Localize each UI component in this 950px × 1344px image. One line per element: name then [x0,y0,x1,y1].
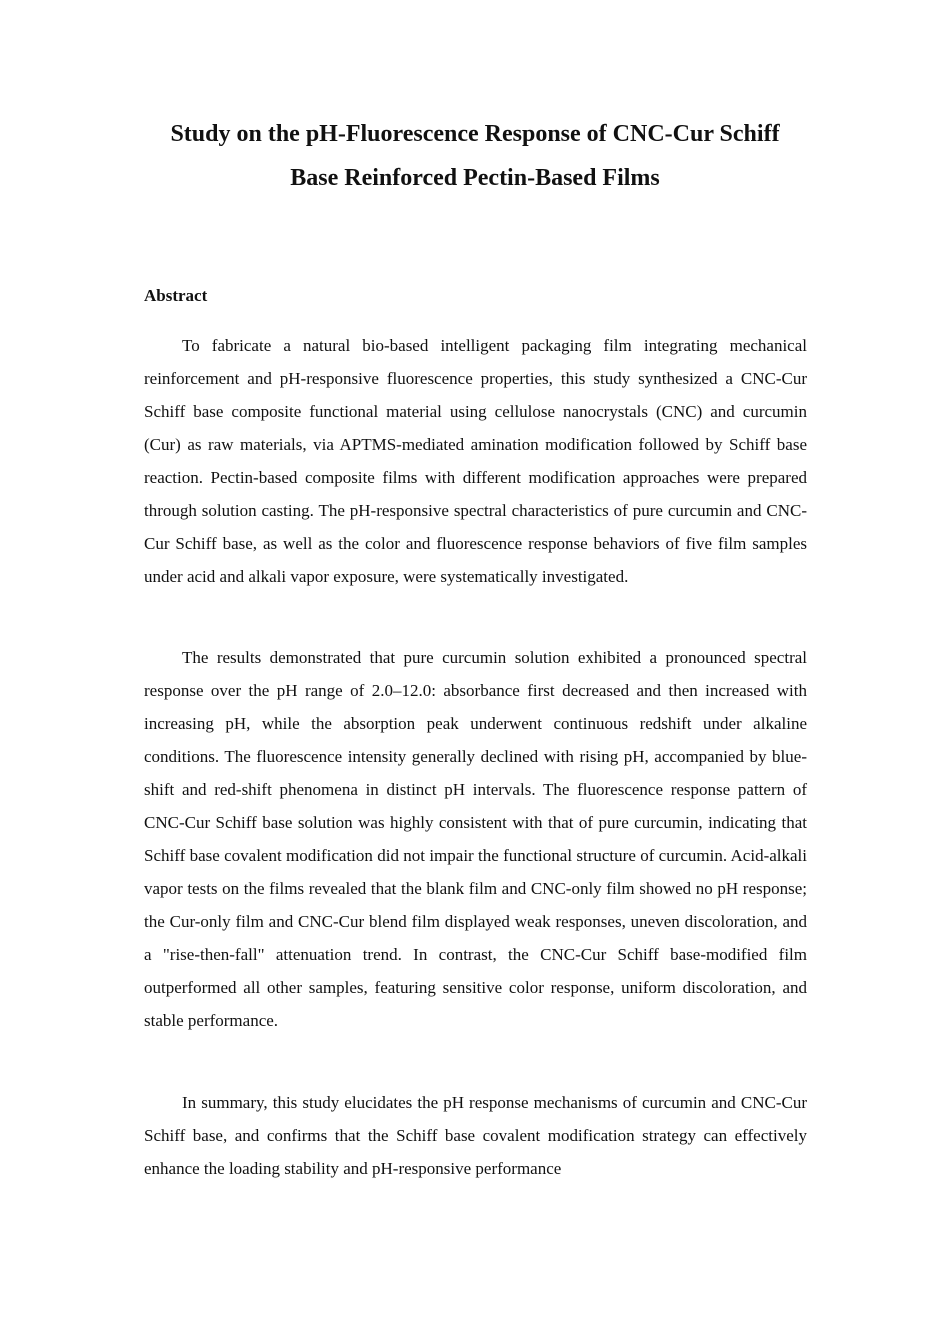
paper-title [130,112,820,200]
abstract-paragraph-3: In summary, this study elucidates the pH response mechanisms of curcumin and CNC-Cur Schiff base, and confirms that the Schiff base covalent modification strategy can effectively enhance the loading stability and pH-responsive performance [144,1093,807,1178]
abstract-heading: Abstract [144,286,208,305]
title-line-2: Base Reinforced Pectin-Based Films [290,165,660,191]
title-line-1: Study on the pH-Fluorescence Response of CNC-Cur Schiff [170,121,780,147]
abstract-paragraph-2: The results demonstrated that pure curcumin solution exhibited a pronounced spectral response over the pH range of 2.0–12.0: absorbance first decreased and then increased with increasing pH, while the absorption peak underwent continuous redshift under alkaline conditions. The fluorescence intensity generally declined with rising pH, accompanied by blue-shift and red-shift phenomena in distinct pH intervals. The fluorescence response pattern of CNC-Cur Schiff base solution was highly consistent with that of pure curcumin, indicating that Schiff base covalent modification did not impair the functional structure of curcumin. Acid-alkali vapor tests on the films revealed that the blank film and CNC-only film showed no pH response; the Cur-only film and CNC-Cur blend film displayed weak responses, uneven discoloration, and a "rise-then-fall" attenuation trend. In contrast, the CNC-Cur Schiff base-modified film outperformed all other samples, featuring sensitive color response, uniform discoloration, and stable performance. [144,648,807,1030]
abstract-paragraph-1: To fabricate a natural bio-based intelligent packaging film integrating mechanical reinforcement and pH-responsive fluorescence properties, this study synthesized a CNC-Cur Schiff base composite functional material using cellulose nanocrystals (CNC) and curcumin (Cur) as raw materials, via APTMS-mediated amination modification followed by Schiff base reaction. Pectin-based composite films with different modification approaches were prepared through solution casting. The pH-responsive spectral characteristics of pure curcumin and CNC-Cur Schiff base, as well as the color and fluorescence response behaviors of five film samples under acid and alkali vapor exposure, were systematically investigated. [144,336,807,586]
